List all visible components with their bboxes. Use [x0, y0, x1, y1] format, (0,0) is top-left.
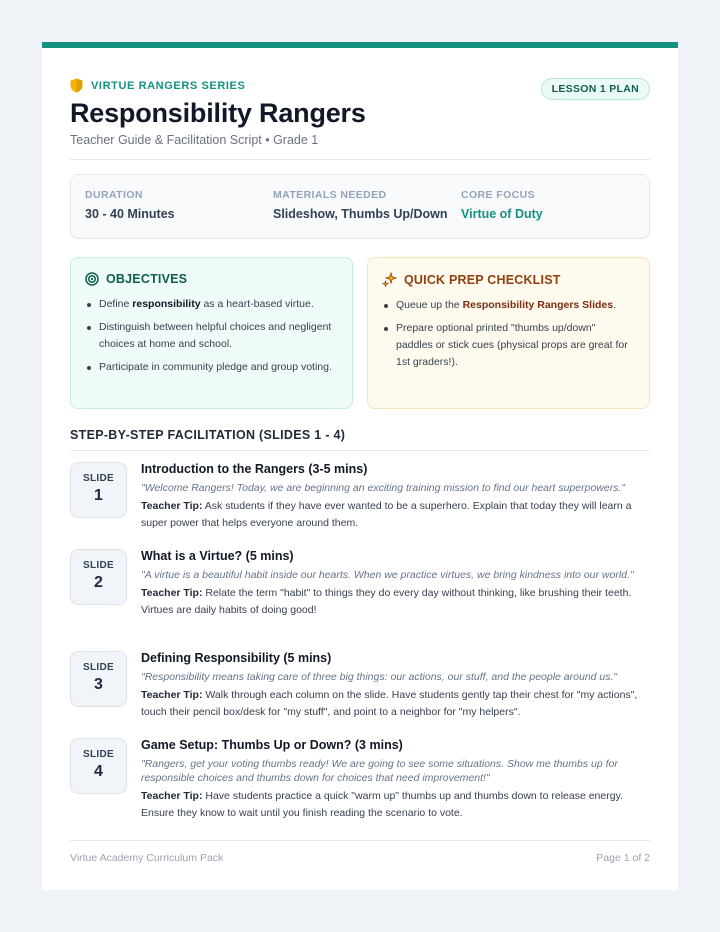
slide-label: SLIDE [83, 473, 114, 484]
info-value: 30 - 40 Minutes [85, 207, 175, 221]
info-label: MATERIALS NEEDED [273, 189, 387, 201]
prep-title: QUICK PREP CHECKLIST [404, 272, 561, 287]
step-quote: "A virtue is a beautiful habit inside our hearts. When we practice virtues, we bring kindness into our world." [141, 569, 634, 581]
info-core-focus [461, 189, 543, 221]
lesson-badge: LESSON 1 PLAN [541, 78, 650, 100]
sparkle-icon [382, 272, 397, 287]
step-quote: "Welcome Rangers! Today, we are beginning an exciting training mission to find our heart superpowers." [141, 482, 626, 494]
prep-heading [382, 272, 635, 287]
section-title: STEP-BY-STEP FACILITATION (SLIDES 1 - 4) [70, 428, 346, 442]
step-quote: "Rangers, get your voting thumbs ready! We are going to see some situations. Show me thumbs up for responsible choices and thumbs down for choices that need improvement!" [141, 758, 618, 784]
slide-label: SLIDE [83, 662, 114, 673]
divider [70, 159, 650, 160]
objectives-title: OBJECTIVES [106, 272, 188, 286]
prep-checklist-card [367, 257, 650, 409]
info-value: Virtue of Duty [461, 207, 543, 221]
slide-number-box [70, 549, 127, 605]
step-quote: "Responsibility means taking care of three big things: our actions, our stuff, and the people around us." [141, 671, 618, 683]
page-subtitle: Teacher Guide & Facilitation Script • Grade 1 [70, 133, 319, 147]
divider [70, 840, 650, 841]
objectives-list [85, 296, 338, 376]
footer-page-number: Page 1 of 2 [596, 852, 650, 864]
list-item: Distinguish between helpful choices and negligent choices at home and school. [85, 319, 338, 353]
slide-number: 1 [94, 487, 103, 504]
series-header [70, 78, 245, 93]
lesson-plan-page [42, 42, 678, 890]
teacher-tip: Teacher Tip: Relate the term "habit" to things they do every day without thinking, like brushing their teeth. Virtues are daily habits of doing good! [141, 587, 632, 616]
slide-number: 4 [94, 763, 103, 780]
info-materials [273, 189, 448, 221]
info-label: DURATION [85, 189, 143, 201]
step-title: Introduction to the Rangers (3-5 mins) [141, 462, 368, 476]
lesson-info-panel [70, 174, 650, 239]
prep-list [382, 297, 635, 371]
slide-number-box [70, 462, 127, 518]
slide-number-box [70, 651, 127, 707]
slide-label: SLIDE [83, 749, 114, 760]
slide-number: 2 [94, 574, 103, 591]
target-icon [85, 272, 99, 286]
list-item: Participate in community pledge and group voting. [85, 359, 338, 376]
shield-icon [70, 78, 83, 93]
info-label: CORE FOCUS [461, 189, 536, 201]
slide-number: 3 [94, 676, 103, 693]
step-title: What is a Virtue? (5 mins) [141, 549, 294, 563]
series-label: VIRTUE RANGERS SERIES [91, 79, 246, 92]
list-item: Prepare optional printed "thumbs up/down" paddles or stick cues (physical props are great for 1st graders!). [382, 320, 635, 371]
teacher-tip: Teacher Tip: Have students practice a quick "warm up" thumbs up and thumbs down to release energy. Ensure they know to wait until you finish reading the scenario to vote. [141, 790, 623, 819]
teacher-tip: Teacher Tip: Walk through each column on the slide. Have students gently tap their chest for "my actions", touch their pencil box/desk for "my stuff", and point to a neighbor for "my helpers". [141, 689, 638, 718]
objectives-heading [85, 272, 338, 286]
slide-label: SLIDE [83, 560, 114, 571]
step-title: Game Setup: Thumbs Up or Down? (3 mins) [141, 738, 403, 752]
list-item: Define responsibility as a heart-based virtue. [85, 296, 338, 313]
info-duration [85, 189, 175, 221]
teacher-tip: Teacher Tip: Ask students if they have ever wanted to be a superhero. Explain that today they will learn a super power that helps everyone around them. [141, 500, 632, 529]
page-title: Responsibility Rangers [70, 98, 366, 128]
objectives-card [70, 257, 353, 409]
step-title: Defining Responsibility (5 mins) [141, 651, 332, 665]
info-value: Slideshow, Thumbs Up/Down [273, 207, 448, 221]
divider [70, 450, 650, 451]
list-item: Queue up the Responsibility Rangers Slides. [382, 297, 635, 314]
footer-left: Virtue Academy Curriculum Pack [70, 852, 224, 864]
slide-number-box [70, 738, 127, 794]
